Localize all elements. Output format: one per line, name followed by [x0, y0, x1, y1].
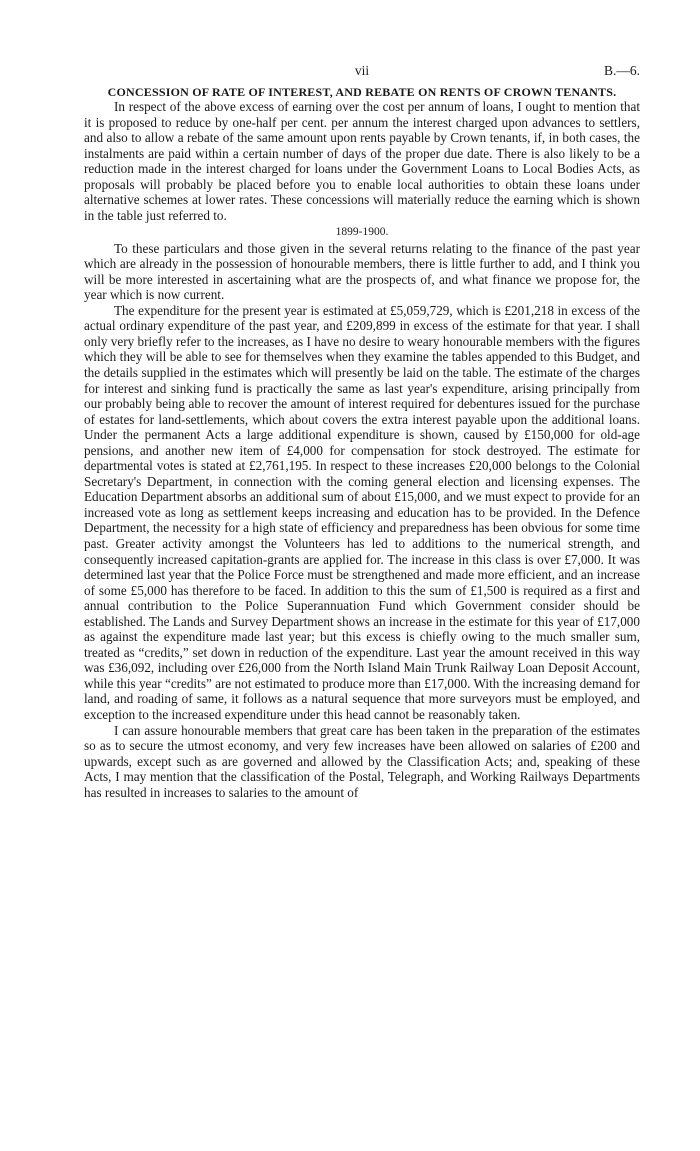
paragraph: In respect of the above excess of earning over the cost per annum of loans, I ought to mention that it is proposed to reduce by one-half per cent. per annum the interest charged upon advances to settlers, and also to allow a rebate of the same amount upon rents payable by Crown tenants, if, in both cases, the instalments are paid within a certain number of days of the proper due date. There is also likely to be a reduction made in the interest charged for loans under the Government Loans to Local Bodies Acts, as proposals will probably be placed before you to enable local authorities to obtain these loans under alternative schemes at lower rates. These concessions will materially reduce the earning which is shown in the table just referred to. [84, 99, 640, 224]
page-body [84, 86, 640, 800]
page-header [84, 63, 640, 81]
paragraph: I can assure honourable members that great care has been taken in the preparation of the estimates so as to secure the utmost economy, and very few increases have been allowed on salaries of £200 and upwards, except such as are governed and allowed by the Classification Acts; and, speaking of these Acts, I may mention that the classification of the Postal, Telegraph, and Working Railways Departments has resulted in increases to salaries to the amount of [84, 722, 640, 800]
document-reference: B.—6. [603, 63, 640, 78]
paragraph: The expenditure for the present year is estimated at £5,059,729, which is £201,218 in excess of the actual ordinary expenditure of the past year, and £209,899 in excess of the estimate for that year. I shall only very briefly refer to the increases, as I have no desire to weary honourable members with the figures which they will be able to see for themselves when they examine the tables appended to this Budget, and the details supplied in the estimates which will presently be laid on the table. The estimate of the charges for interest and sinking fund is practically the same as last year's expenditure, arising principally from our probably being able to recover the amount of interest required for debentures issued for the purchase of estates for land-settlements, which about covers the extra interest payable upon the additional loans. Under the permanent Acts a large additional expenditure is shown, caused by £150,000 for old-age pensions, and another new item of £4,000 for compensation for stock destroyed. The estimate for departmental votes is stated at £2,761,195. In respect to these increases £20,000 belongs to the Colonial Secretary's Department, in connection with the coming general election and licensing expenses. The Education Department absorbs an additional sum of about £15,000, and we must expect to provide for an increased vote as long as settlement keeps increasing and education has to be provided. In the Defence Department, the necessity for a high state of efficiency and preparedness has been obvious for some time past. Greater activity amongst the Volunteers has led to additions to the numerical strength, and consequently increased capitation-grants are applied for. The increase in this class is over £7,000. It was determined last year that the Police Force must be strengthened and made more efficient, and an increase of some £5,000 has therefore to be faced. In addition to this the sum of £1,500 is required as a first and annual contribution to the Police Superannuation Fund which Government consider should be established. The Lands and Survey Department shows an increase in the estimate for this year of £17,000 as against the expenditure made last year; but this excess is chiefly owing to the much smaller sum, treated as “credits,” set down in reduction of the expenditure. Last year the amount received in this way was £36,092, including over £26,000 from the North Island Main Trunk Railway Loan Deposit Account, while this year “credits” are not estimated to produce more than £17,000. With the increasing demand for land, and roading of same, it follows as a natural sequence that more surveyors must be employed, and exception to the increased expenditure under this head cannot be reasonably taken. [84, 302, 640, 722]
year-subheading: 1899-1900. [335, 225, 389, 238]
paragraph: To these particulars and those given in the several returns relating to the finance of the past year which are already in the possession of honourable members, there is little further to add, and I think you will be more interested in ascertaining what are the prospects of, and what finance we propose for, the year which is now current. [84, 240, 640, 303]
section-heading: CONCESSION OF RATE OF INTEREST, AND REBATE ON RENTS OF CROWN TENANTS. [107, 85, 617, 99]
page-number: vii [354, 63, 370, 78]
